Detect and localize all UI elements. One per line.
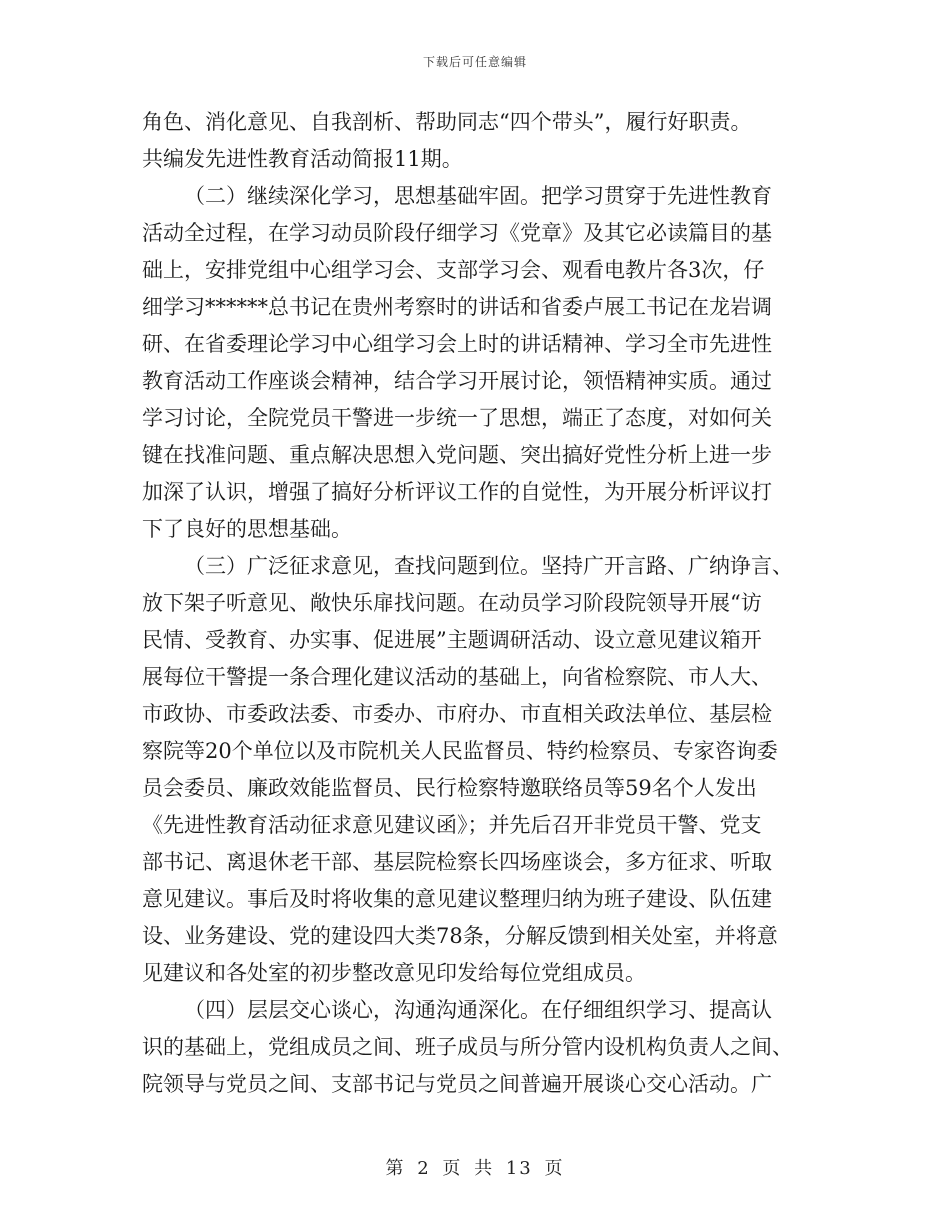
body-line: 础上，安排党组中心组学习会、支部学习会、观看电教片各3次，仔 xyxy=(142,258,765,282)
body-line: 识的基础上，党组成员之间、班子成员与所分管内设机构负责人之间、 xyxy=(142,1035,793,1059)
body-line: 设、业务建设、党的建设四大类78条，分解反馈到相关处室，并将意 xyxy=(142,924,778,948)
paragraph-start-line: （二）继续深化学习，思想基础牢固。把学习贯穿于先进性教育 xyxy=(184,184,772,208)
document-body xyxy=(142,104,812,1103)
body-line: 角色、消化意见、自我剖析、帮助同志“四个带头”，履行好职责。 xyxy=(142,110,752,134)
body-line: 学习讨论，全院党员干警进一步统一了思想，端正了态度，对如何关 xyxy=(142,406,772,430)
page-number-footer: 第 2 页 共 13 页 xyxy=(385,1158,565,1179)
body-line: 民情、受教育、办实事、促进展”主题调研活动、设立意见建议箱开 xyxy=(142,628,762,652)
body-line: 市政协、市委政法委、市委办、市府办、市直相关政法单位、基层检 xyxy=(142,702,772,726)
body-line: 部书记、离退休老干部、基层院检察长四场座谈会，多方征求、听取 xyxy=(142,850,772,874)
body-line: 共编发先进性教育活动简报11期。 xyxy=(142,147,463,171)
body-line: 意见建议。事后及时将收集的意见建议整理归纳为班子建设、队伍建 xyxy=(142,887,772,911)
body-line: 键在找准问题、重点解决思想入党问题、突出搞好党性分析上进一步 xyxy=(142,443,772,467)
body-line: 加深了认识，增强了搞好分析评议工作的自觉性，为开展分析评议打 xyxy=(142,480,772,504)
body-line: 见建议和各处室的初步整改意见印发给每位党组成员。 xyxy=(142,961,646,985)
body-line: 研、在省委理论学习中心组学习会上时的讲话精神、学习全市先进性 xyxy=(142,332,772,356)
body-line: 《先进性教育活动征求意见建议函》；并先后召开非党员干警、党支 xyxy=(142,813,762,837)
body-line: 察院等20个单位以及市院机关人民监督员、特约检察员、专家咨询委 xyxy=(142,739,778,763)
body-line: 放下架子听意见、敞快乐扉找问题。在动员学习阶段院领导开展“访 xyxy=(142,591,762,615)
body-line: 活动全过程，在学习动员阶段仔细学习《党章》及其它必读篇目的基 xyxy=(142,221,772,245)
body-line: 展每位干警提一条合理化建议活动的基础上，向省检察院、市人大、 xyxy=(142,665,772,689)
body-line: 细学习******总书记在贵州考察时的讲话和省委卢展工书记在龙岩调 xyxy=(142,295,772,319)
body-line: 教育活动工作座谈会精神，结合学习开展讨论，领悟精神实质。通过 xyxy=(142,369,772,393)
paragraph-start-line: （四）层层交心谈心，沟通沟通深化。在仔细组织学习、提高认 xyxy=(184,998,772,1022)
body-line: 员会委员、廉政效能监督员、民行检察特邀联络员等59名个人发出 xyxy=(142,776,757,800)
paragraph-start-line: （三）广泛征求意见，查找问题到位。坚持广开言路、广纳诤言、 xyxy=(184,554,793,578)
page-header: 下载后可任意编辑 xyxy=(422,55,527,69)
body-line: 院领导与党员之间、支部书记与党员之间普遍开展谈心交心活动。广 xyxy=(142,1072,772,1096)
body-line: 下了良好的思想基础。 xyxy=(142,517,352,541)
